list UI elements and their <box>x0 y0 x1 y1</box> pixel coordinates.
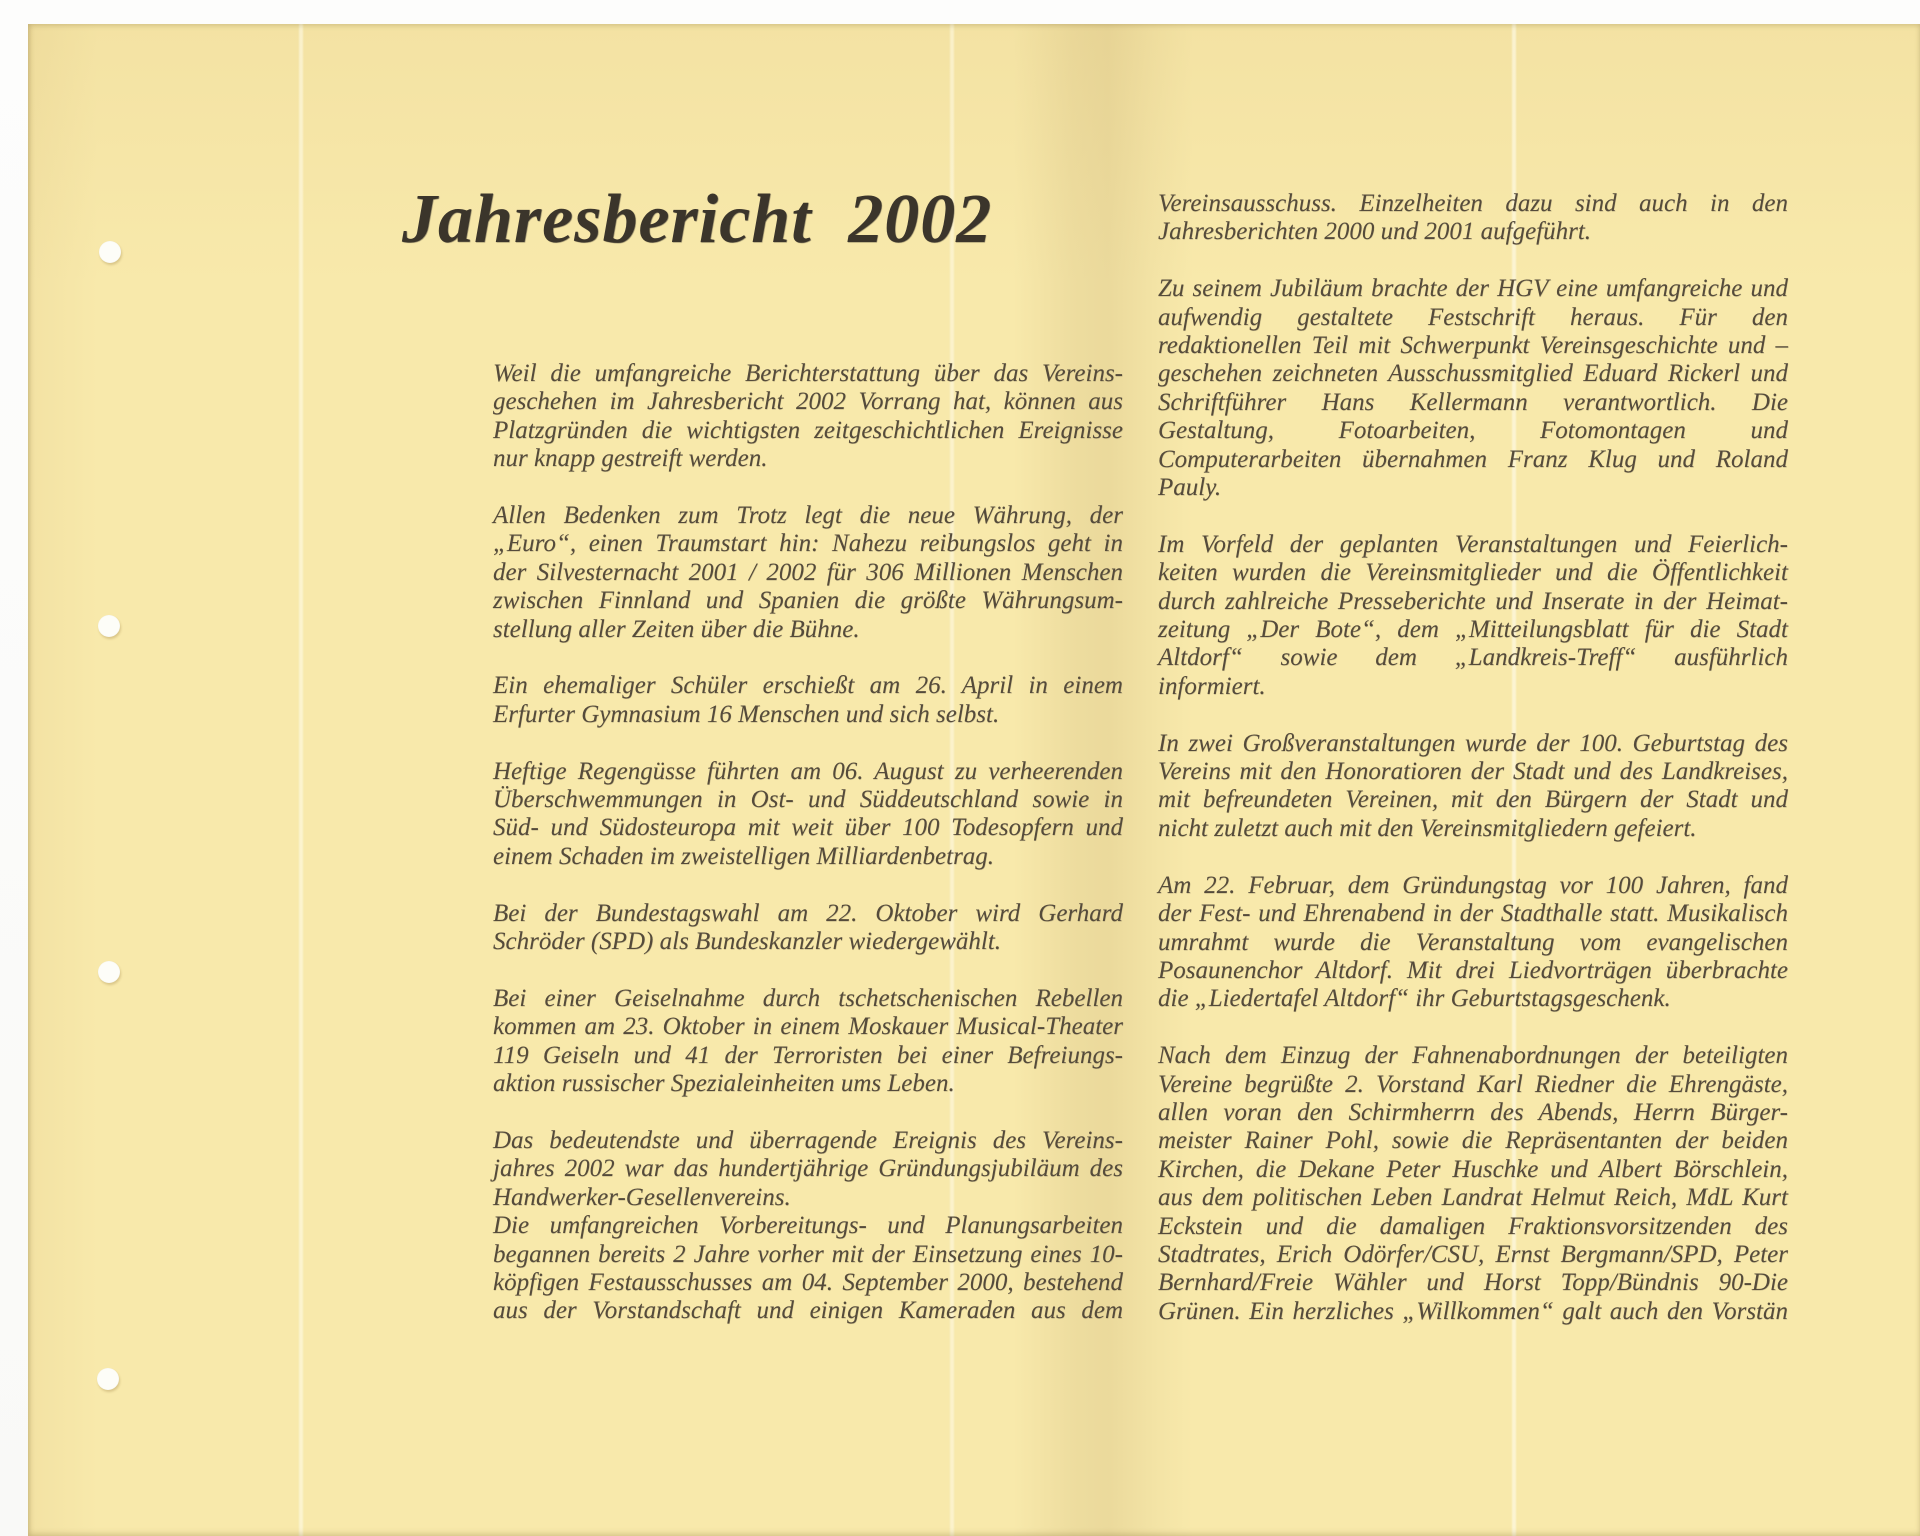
text-line: Jahresberichten 2000 und 2001 aufgeführt. <box>1158 218 1592 246</box>
text-line: mit befreundeten Vereinen, mit den Bürgern der Stadt und <box>1158 786 1788 814</box>
text-line: „Euro“, einen Traumstart hin: Nahezu reibungslos geht in <box>493 530 1123 558</box>
text-line: Allen Bedenken zum Trotz legt die neue Währung, der <box>493 502 1123 530</box>
text-line: keiten wurden die Vereinsmitglieder und die Öffentlichkeit <box>1158 559 1788 587</box>
text-line: Grünen. Ein herzliches „Willkommen“ galt auch den Vorstän <box>1158 1297 1788 1325</box>
paragraph <box>1158 730 1788 844</box>
punch-hole <box>99 241 121 263</box>
paragraph <box>493 1127 1123 1212</box>
paragraph <box>493 502 1123 644</box>
text-line: köpfigen Festausschusses am 04. September 2000, bestehend <box>493 1268 1123 1296</box>
paragraph <box>493 1212 1123 1326</box>
text-line: aktion russischer Spezialeinheiten ums Leben. <box>493 1070 955 1098</box>
text-line: umrahmt wurde die Veranstaltung vom evangelischen <box>1158 928 1788 956</box>
text-line: meister Rainer Pohl, sowie die Repräsentanten der beiden <box>1158 1127 1788 1155</box>
paragraph <box>1158 1042 1788 1326</box>
paragraph <box>493 985 1123 1099</box>
text-line: informiert. <box>1158 672 1266 700</box>
paragraph <box>493 360 1123 474</box>
text-line: Eckstein und die damaligen Fraktionsvorsitzenden des <box>1158 1212 1788 1240</box>
text-line: Das bedeutendste und überragende Ereignis des Vereins- <box>493 1126 1123 1154</box>
text-line: Altdorf“ sowie dem „Landkreis-Treff“ ausführlich <box>1158 644 1788 672</box>
text-line: Im Vorfeld der geplanten Veranstaltungen und Feierlich- <box>1158 530 1788 558</box>
text-line: Vereine begrüßte 2. Vorstand Karl Riedner die Ehrengäste, <box>1158 1070 1788 1098</box>
text-line: aus dem politischen Leben Landrat Helmut Reich, MdL Kurt <box>1158 1184 1788 1212</box>
text-line: Nach dem Einzug der Fahnenabordnungen der beteiligten <box>1158 1042 1788 1070</box>
paragraph <box>1158 872 1788 1014</box>
text-line: jahres 2002 war das hundertjährige Gründungsjubiläum des <box>493 1155 1123 1183</box>
text-line: Erfurter Gymnasium 16 Menschen und sich selbst. <box>493 700 1000 728</box>
text-line: Bernhard/Freie Wähler und Horst Topp/Bündnis 90-Die <box>1158 1269 1788 1297</box>
text-line: Stadtrates, Erich Odörfer/CSU, Ernst Bergmann/SPD, Peter <box>1158 1240 1788 1268</box>
text-line: allen voran den Schirmherrn des Abends, Herrn Bürger- <box>1158 1098 1788 1126</box>
paragraph <box>493 758 1123 872</box>
text-line: Schriftführer Hans Kellermann verantwortlich. Die <box>1158 388 1788 416</box>
text-line: geschehen zeichneten Ausschussmitglied Eduard Rickerl und <box>1158 360 1788 388</box>
text-line: Zu seinem Jubiläum brachte der HGV eine umfangreiche und <box>1158 275 1788 303</box>
text-line: Vereinsausschuss. Einzelheiten dazu sind auch in den <box>1158 190 1788 217</box>
text-line: Bei der Bundestagswahl am 22. Oktober wird Gerhard <box>493 899 1123 927</box>
text-line: redaktionellen Teil mit Schwerpunkt Vereinsgeschichte und – <box>1158 332 1788 360</box>
paragraph <box>1158 275 1788 502</box>
text-line: In zwei Großveranstaltungen wurde der 100. Geburtstag des <box>1158 729 1788 757</box>
text-line: 119 Geiseln und 41 der Terroristen bei einer Befreiungs- <box>493 1041 1123 1069</box>
text-line: nur knapp gestreift werden. <box>493 445 768 473</box>
text-line: kommen am 23. Oktober in einem Moskauer Musical-Theater <box>493 1013 1123 1041</box>
text-line: durch zahlreiche Presseberichte und Inserate in der Heimat- <box>1158 587 1788 615</box>
paragraph <box>493 672 1123 729</box>
text-line: nicht zuletzt auch mit den Vereinsmitgliedern gefeiert. <box>1158 814 1697 842</box>
text-line: einem Schaden im zweistelligen Milliardenbetrag. <box>493 842 995 870</box>
text-line: der Silvesternacht 2001 / 2002 für 306 Millionen Menschen <box>493 558 1123 586</box>
text-line: zeitung „Der Bote“, dem „Mitteilungsblatt für die Stadt <box>1158 616 1788 644</box>
text-line: begannen bereits 2 Jahre vorher mit der Einsetzung eines 10- <box>493 1240 1123 1268</box>
text-line: Computerarbeiten übernahmen Franz Klug und Roland <box>1158 445 1788 473</box>
punch-hole <box>98 961 120 983</box>
paragraph <box>1158 531 1788 701</box>
text-line: Am 22. Februar, dem Gründungstag vor 100 Jahren, fand <box>1158 871 1788 899</box>
right-column <box>1158 190 1788 1355</box>
text-line: Pauly. <box>1158 474 1222 502</box>
text-line: Heftige Regengüsse führten am 06. August zu verheerenden <box>493 757 1123 785</box>
text-line: Posaunenchor Altdorf. Mit drei Liedvorträgen überbrachte <box>1158 956 1788 984</box>
left-column <box>493 360 1123 1354</box>
text-line: Handwerker-Gesellenvereins. <box>493 1183 791 1211</box>
text-line: Gestaltung, Fotoarbeiten, Fotomontagen und <box>1158 417 1788 445</box>
text-line: Bei einer Geiselnahme durch tschetschenischen Rebellen <box>493 984 1123 1012</box>
text-line: Süd- und Südosteuropa mit weit über 100 Todesopfern und <box>493 814 1123 842</box>
text-line: Vereins mit den Honoratioren der Stadt und des Landkreises, <box>1158 758 1788 786</box>
text-line: Platzgründen die wichtigsten zeitgeschichtlichen Ereignisse <box>493 416 1123 444</box>
text-line: Kirchen, die Dekane Peter Huschke und Albert Börschlein, <box>1158 1155 1788 1183</box>
punch-hole <box>97 1368 119 1390</box>
text-line: Ein ehemaliger Schüler erschießt am 26. April in einem <box>493 672 1123 700</box>
text-line: Die umfangreichen Vorbereitungs- und Planungsarbeiten <box>493 1212 1123 1240</box>
paragraph <box>493 900 1123 957</box>
text-line: der Fest- und Ehrenabend in der Stadthalle statt. Musikalisch <box>1158 900 1788 928</box>
text-line: stellung aller Zeiten über die Bühne. <box>493 615 860 643</box>
page-title: Jahresbericht 2002 <box>402 181 993 258</box>
text-line: aufwendig gestaltete Festschrift heraus. Für den <box>1158 303 1788 331</box>
text-line: aus der Vorstandschaft und einigen Kameraden aus dem <box>493 1297 1123 1325</box>
text-line: Schröder (SPD) als Bundeskanzler wiedergewählt. <box>493 928 1002 956</box>
text-line: geschehen im Jahresbericht 2002 Vorrang hat, können aus <box>493 388 1123 416</box>
text-line: die „Liedertafel Altdorf“ ihr Geburtstagsgeschenk. <box>1158 985 1671 1013</box>
text-line: Weil die umfangreiche Berichterstattung über das Vereins- <box>493 360 1123 387</box>
paragraph <box>1158 190 1788 247</box>
text-line: zwischen Finnland und Spanien die größte Währungsum- <box>493 587 1123 615</box>
text-line: Überschwemmungen in Ost- und Süddeutschland sowie in <box>493 786 1123 814</box>
punch-hole <box>98 615 120 637</box>
